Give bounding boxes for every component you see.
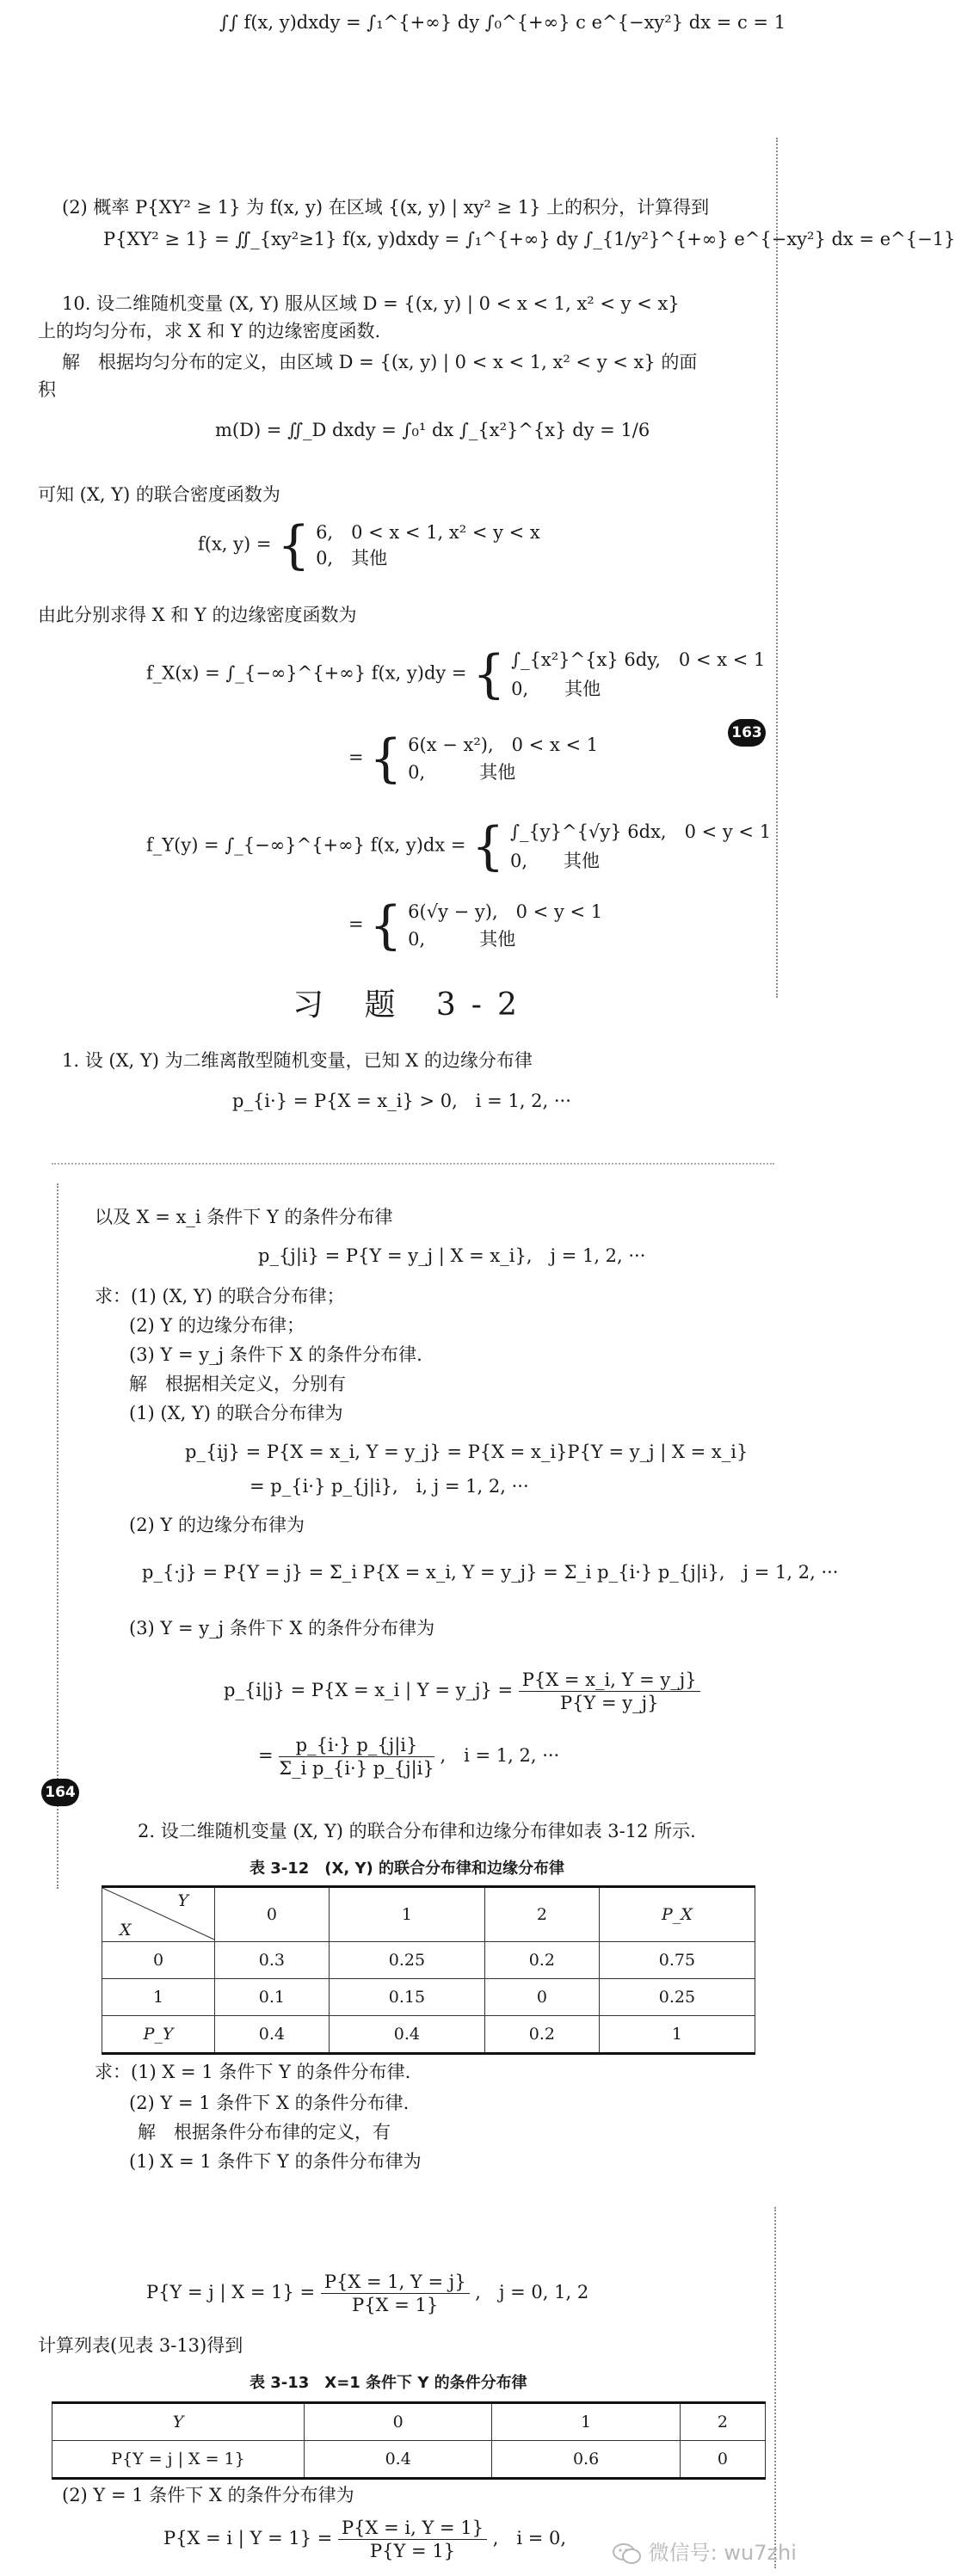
joint-lhs: f(x, y) = [198, 533, 272, 555]
cond-x-denominator: P{Y = y_j} [559, 1693, 659, 1713]
cond-x-lhs: p_{i|j} = P{X = x_i | Y = y_j} = [224, 1680, 514, 1700]
joint-density-text: 可知 (X, Y) 的联合密度函数为 [38, 484, 280, 505]
margin-rule [774, 2207, 776, 2568]
brace-icon: { [369, 729, 403, 789]
conditional-text: 以及 X = x_i 条件下 Y 的条件分布律 [95, 1207, 393, 1227]
equation-joint-a: p_{ij} = P{X = x_i, Y = y_j} = P{X = x_i}P{Y = y_j | X = x_i} [185, 1442, 749, 1462]
fy-case2: 0, 其他 [510, 851, 601, 871]
cond-y-denominator: P{X = 1} [352, 2295, 439, 2315]
page-divider [52, 1163, 774, 1165]
table-3-13 [52, 2401, 766, 2480]
margin-rule [776, 138, 778, 998]
question-1-line1: 1. 设 (X, Y) 为二维离散型随机变量，已知 X 的边缘分布律 [62, 1050, 533, 1071]
equation-conditional-x [224, 1669, 700, 1714]
step-2-text: (2) Y 的边缘分布律为 [129, 1515, 305, 1535]
solution-2-intro: 解 根据条件分布律的定义，有 [138, 2122, 391, 2143]
brace-icon: { [277, 515, 311, 575]
ask-1: 求：(1) (X, Y) 的联合分布律； [95, 1286, 345, 1306]
table-cell: 0.15 [329, 1979, 484, 2016]
table-col-header: 2 [484, 1887, 599, 1942]
fy-case1: ∫_{y}^{√y} 6dx, 0 < y < 1 [510, 821, 772, 842]
solution-line2: 积 [38, 379, 56, 400]
equation-fy [146, 817, 771, 876]
table-header-y: Y [177, 1891, 188, 1910]
table-corner-cell [102, 1887, 215, 1942]
table-row [52, 2441, 766, 2479]
table-header-y: Y [52, 2403, 305, 2441]
ask-b: (2) Y = 1 条件下 X 的条件分布律. [129, 2093, 410, 2113]
table-cell: 0.6 [492, 2441, 680, 2479]
table-cell: 0.2 [484, 2016, 599, 2054]
page-number-badge: 163 [728, 719, 766, 747]
cond-x1-lhs: P{X = i | Y = 1} = [163, 2528, 333, 2548]
table-cell: 0.4 [305, 2441, 492, 2479]
cond-x-result-denominator: Σ_i p_{i·} p_{j|i} [279, 1758, 434, 1779]
table-3-12-caption: 表 3-12 (X, Y) 的联合分布律和边缘分布律 [250, 1860, 565, 1878]
question-2-line: 2. 设二维随机变量 (X, Y) 的联合分布律和边缘分布律如表 3-12 所示. [138, 1821, 696, 1841]
fx-case1: ∫_{x²}^{x} 6dy, 0 < x < 1 [511, 649, 766, 670]
table-row [102, 1979, 755, 2016]
fx-result-case1: 6(x − x²), 0 < x < 1 [408, 735, 599, 755]
equation-probability: P{XY² ≥ 1} = ∬_{xy²≥1} f(x, y)dxdy = ∫₁^{+∞} dy ∫_{1/y²}^{+∞} e^{−xy²} dx = e^{−1} [103, 229, 955, 249]
table-col-header: 2 [680, 2403, 765, 2441]
cond-y-tail: , j = 0, 1, 2 [475, 2282, 589, 2302]
wechat-icon [613, 2542, 642, 2565]
table-cell: 0 [680, 2441, 765, 2479]
table-col-header: P_X [599, 1887, 755, 1942]
table-cell: 0.3 [215, 1942, 330, 1979]
step-b-text: (2) Y = 1 条件下 X 的条件分布律为 [62, 2485, 354, 2505]
table-col-header: 0 [215, 1887, 330, 1942]
step-a-text: (1) X = 1 条件下 Y 的条件分布律为 [129, 2151, 422, 2172]
table-3-12 [102, 1885, 755, 2055]
equation-marginal-x: p_{i·} = P{X = x_i} > 0, i = 1, 2, ··· [232, 1091, 571, 1111]
paragraph-probability: (2) 概率 P{XY² ≥ 1} 为 f(x, y) 在区域 {(x, y) | xy² ≥ 1} 上的积分，计算得到 [62, 197, 710, 218]
section-title: 习 题 3-2 [293, 987, 533, 1023]
fy-lhs: f_Y(y) = ∫_{−∞}^{+∞} f(x, y)dx = [146, 834, 466, 856]
table-col-header: 1 [329, 1887, 484, 1942]
equation-conditional: p_{j|i} = P{Y = y_j | X = x_i}, j = 1, 2, ··· [258, 1245, 646, 1266]
cond-y-numerator: P{X = 1, Y = j} [321, 2271, 470, 2294]
table-header-x: X [120, 1921, 132, 1940]
fx-result-case2: 0, 其他 [408, 762, 516, 783]
fx-lhs: f_X(x) = ∫_{−∞}^{+∞} f(x, y)dy = [146, 662, 467, 684]
cond-x1-numerator: P{X = i, Y = 1} [338, 2517, 487, 2540]
cond-y-lhs: P{Y = j | X = 1} = [146, 2282, 316, 2302]
equation-cond-y-given-x1 [146, 2271, 588, 2316]
equation-joint-density [198, 515, 540, 575]
fy-result-case2: 0, 其他 [408, 929, 516, 950]
table-row-label: 0 [102, 1942, 215, 1979]
ask-3: (3) Y = y_j 条件下 X 的条件分布律. [129, 1344, 422, 1365]
equation-fx [146, 645, 765, 704]
table-row-label: P_Y [102, 2016, 215, 2054]
equation-joint-b: = p_{i·} p_{j|i}, i, j = 1, 2, ··· [250, 1476, 529, 1497]
table-row [102, 1942, 755, 1979]
fx-case2: 0, 其他 [511, 679, 601, 699]
table-row-label: 1 [102, 1979, 215, 2016]
cond-x-result-numerator: p_{i·} p_{j|i} [279, 1734, 434, 1757]
table-cell: 0.1 [215, 1979, 330, 2016]
question-10-line2: 上的均匀分布，求 X 和 Y 的边缘密度函数. [38, 321, 381, 341]
question-10-line1: 10. 设二维随机变量 (X, Y) 服从区域 D = {(x, y) | 0 < x < 1, x² < y < x} [62, 293, 680, 314]
table-cell: 0.75 [599, 1942, 755, 1979]
table-cell: 0.4 [329, 2016, 484, 2054]
equation-area: m(D) = ∬_D dxdy = ∫₀¹ dx ∫_{x²}^{x} dy = 1/6 [215, 420, 650, 440]
solution-intro: 解 根据相关定义，分别有 [129, 1374, 346, 1394]
brace-icon: { [471, 816, 505, 876]
cond-x1-tail: , i = 0, [492, 2528, 567, 2548]
equation-fx-result: = { 6(x − x²), 0 < x < 1 0, 其他 [348, 729, 599, 789]
equation-fy-result: = { 6(√y − y), 0 < y < 1 0, 其他 [348, 895, 603, 956]
cond-x1-denominator: P{Y = 1} [370, 2541, 456, 2561]
table-col-header: 0 [305, 2403, 492, 2441]
marginal-density-text: 由此分别求得 X 和 Y 的边缘密度函数为 [38, 605, 357, 625]
brace-icon: { [472, 644, 506, 704]
table-col-header: 1 [492, 2403, 680, 2441]
cond-x-result-tail: , i = 1, 2, ··· [440, 1745, 560, 1766]
table-cell: 0.2 [484, 1942, 599, 1979]
table-row-label: P{Y = j | X = 1} [52, 2441, 305, 2479]
step-3-text: (3) Y = y_j 条件下 X 的条件分布律为 [129, 1618, 435, 1638]
joint-case1: 6, 0 < x < 1, x² < y < x [316, 522, 540, 543]
table-cell: 0 [484, 1979, 599, 2016]
equation-cond-x-given-y1 [163, 2517, 566, 2562]
equation-conditional-x-result: = $\frac{p\_\{i\cdot\} p\_\{j|i\}}{\text{Σ\_i p\_\{i·\} p\_\{j|i\}}}$ , i = 1, 2, ··· [258, 1735, 560, 1779]
ask-a: 求：(1) X = 1 条件下 Y 的条件分布律. [95, 2062, 411, 2082]
step-1-text: (1) (X, Y) 的联合分布律为 [129, 1403, 343, 1423]
cond-x-numerator: P{X = x_i, Y = y_j} [519, 1669, 700, 1692]
joint-case2: 0, 其他 [316, 548, 388, 569]
fy-result-case1: 6(√y − y), 0 < y < 1 [408, 901, 603, 922]
table-cell: 0.4 [215, 2016, 330, 2054]
table-cell: 0.25 [329, 1942, 484, 1979]
table-3-13-caption: 表 3-13 X=1 条件下 Y 的条件分布律 [250, 2374, 527, 2392]
watermark [613, 2536, 797, 2566]
watermark-text: 微信号: wu7zhi [648, 2541, 797, 2565]
ask-2: (2) Y 的边缘分布律； [129, 1315, 305, 1336]
calc-table-text: 计算列表(见表 3-13)得到 [38, 2335, 243, 2356]
brace-icon: { [369, 895, 403, 956]
solution-line1: 解 根据均匀分布的定义，由区域 D = {(x, y) | 0 < x < 1, x² < y < x} 的面 [62, 352, 698, 372]
table-row [102, 2016, 755, 2054]
equation-marginal-y: p_{·j} = P{Y = j} = Σ_i P{X = x_i, Y = y_j} = Σ_i p_{i·} p_{j|i}, j = 1, 2, ··· [142, 1562, 839, 1583]
page-number-badge: 164 [41, 1779, 79, 1806]
equation-normalization: ∫∫ f(x, y)dxdy = ∫₁^{+∞} dy ∫₀^{+∞} c e^{−xy²} dx = c = 1 [219, 12, 786, 33]
table-cell: 1 [599, 2016, 755, 2054]
table-cell: 0.25 [599, 1979, 755, 2016]
